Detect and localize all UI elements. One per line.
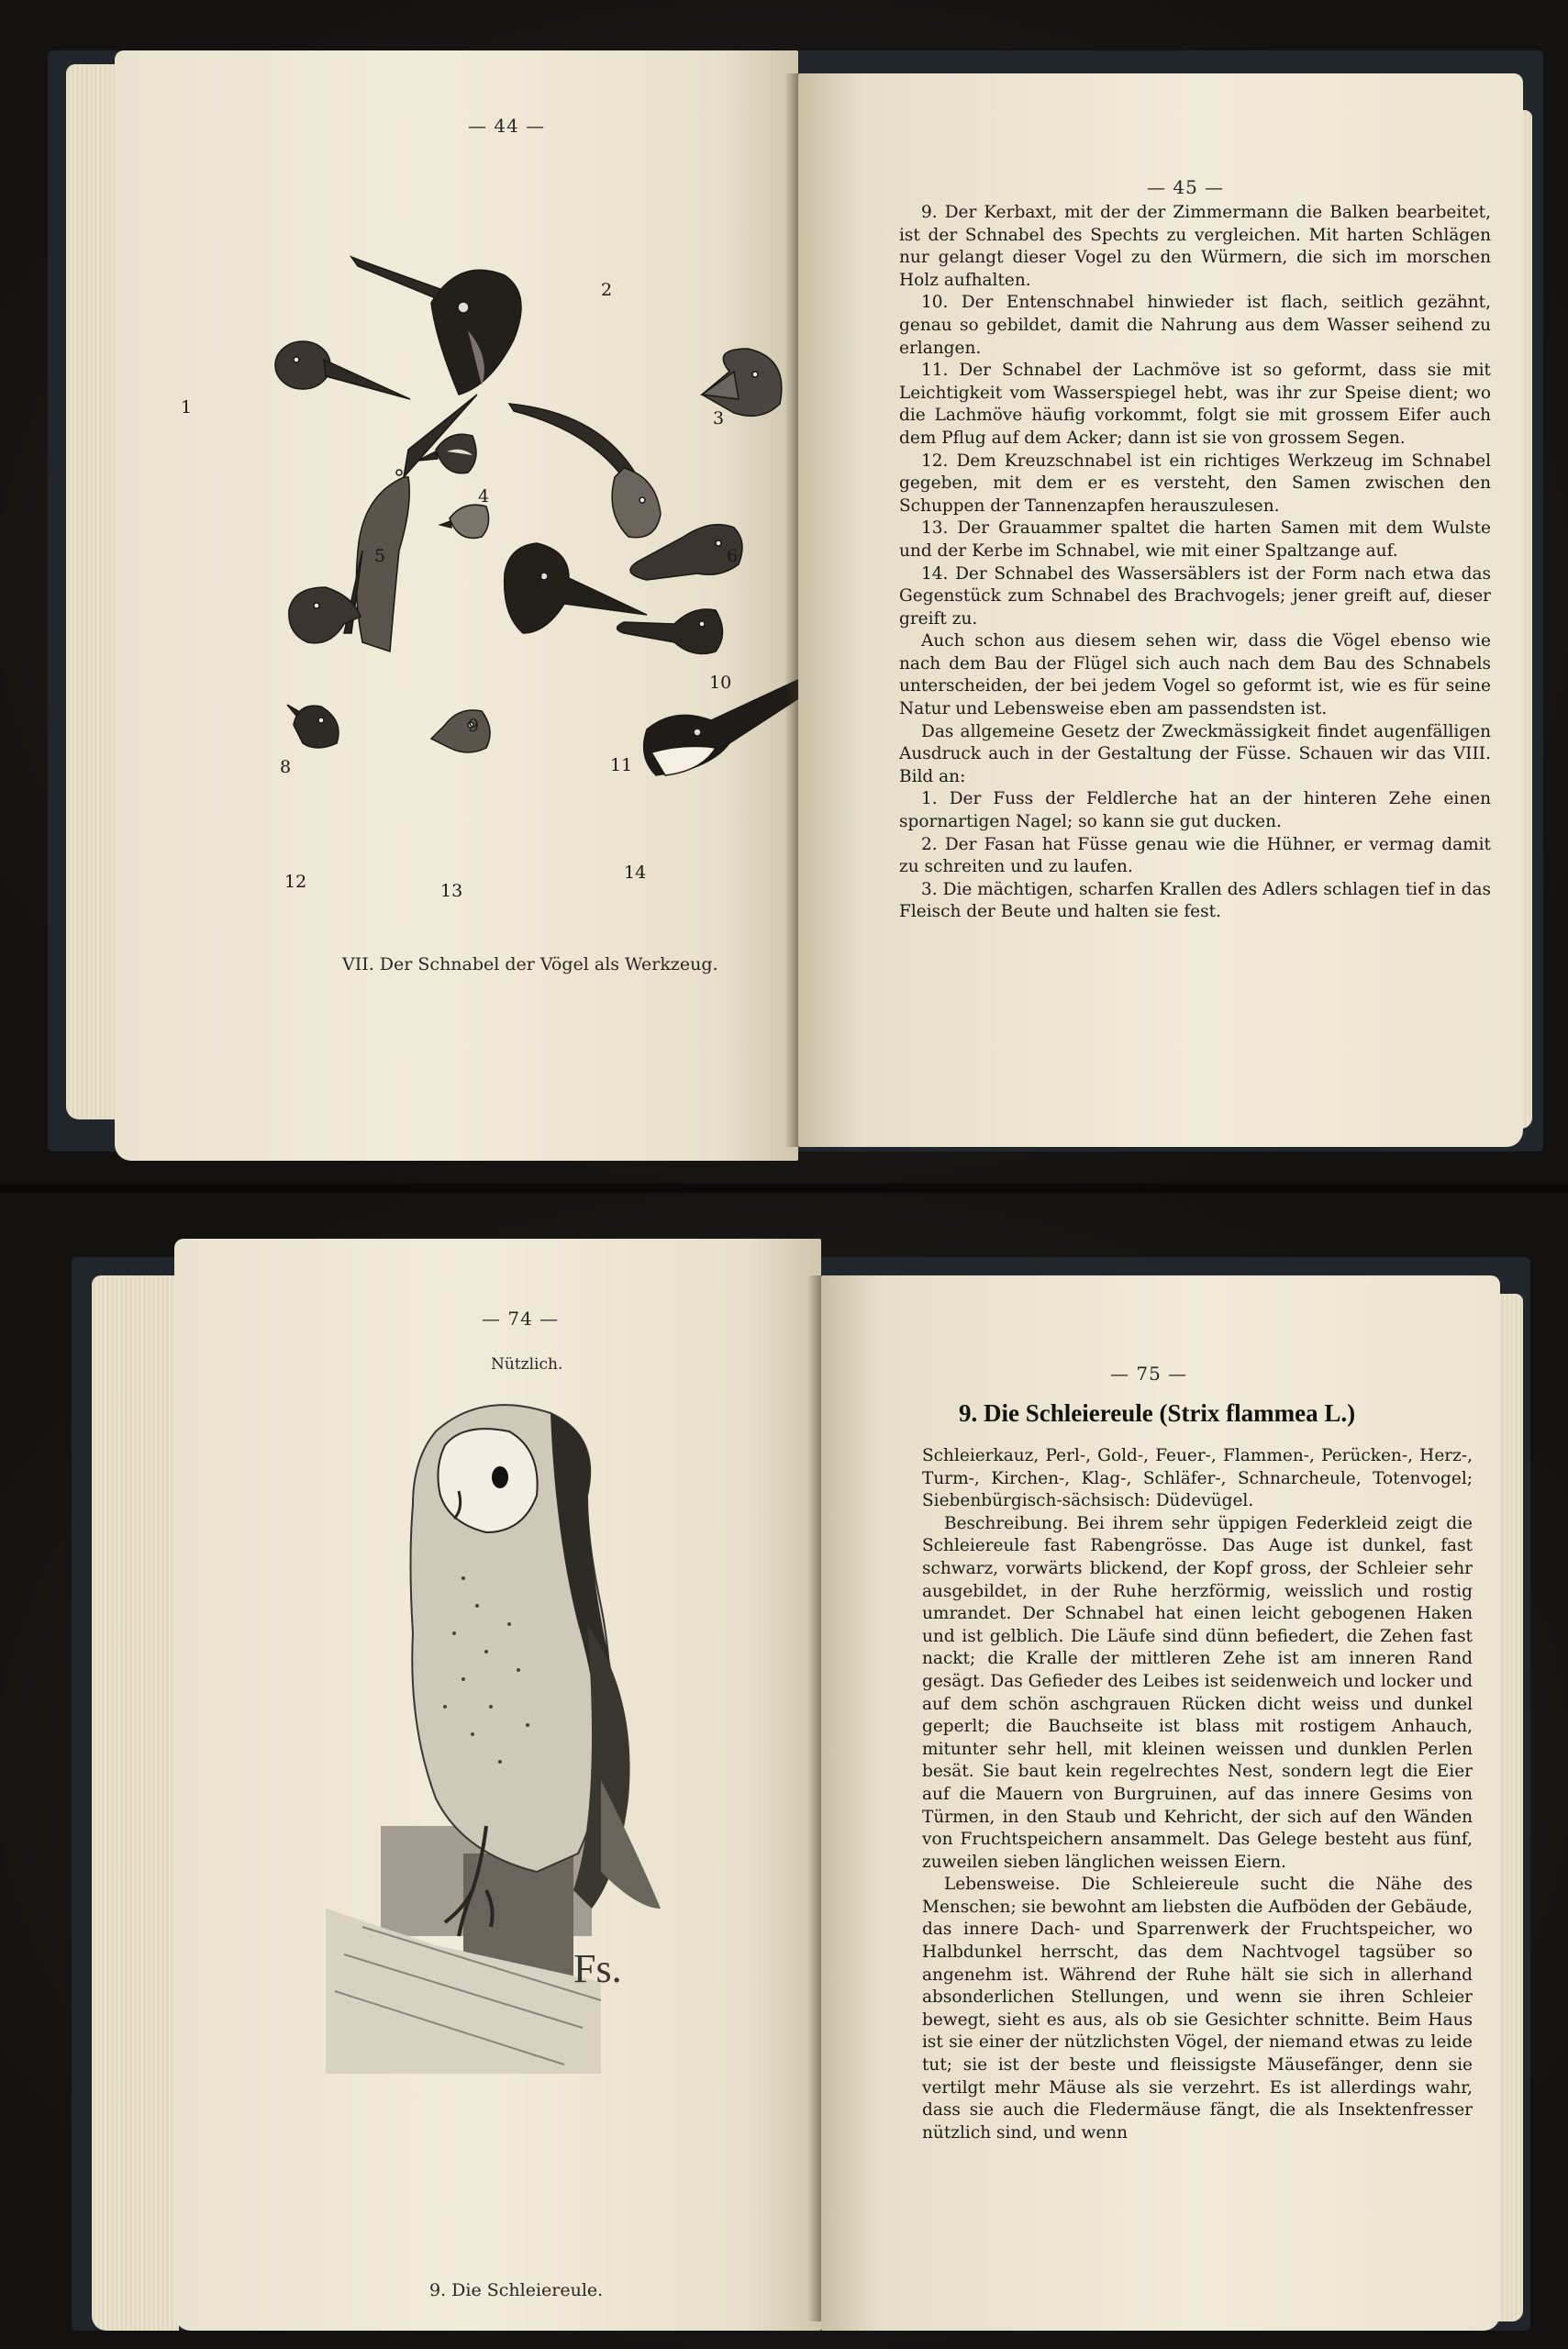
barn-owl-illustration: [326, 1395, 720, 2074]
beak-6-icon: [509, 404, 661, 538]
bottom-photo: [0, 1193, 1568, 2349]
page-stack-left: [66, 64, 121, 1119]
paragraph: 14. Der Schnabel des Wassersäblers ist der Form nach etwa das Gegenstück zum Schnabel des Brachvogels; jener greift auf, dieser greift zu.: [899, 563, 1491, 629]
paragraph: 9. Der Kerbaxt, mit der der Zimmermann die Balken bearbeitet, ist der Schnabel des Spechts zu vergleichen. Mit harten Schlägen nur gelangt dieser Vogel zu den Würmern, die sich im morschen Holz aufhalten.: [899, 203, 1491, 290]
paragraph: 3. Die mächtigen, scharfen Krallen des Adlers schlagen tief in das Fleisch der Beute und halten sie fest.: [899, 879, 1491, 922]
plate-number-6: 6: [727, 546, 739, 566]
paragraph: Lebensweise. Die Schleiereule sucht die Nähe des Menschen; sie bewohnt am liebsten die Aufböden der Gebäude, das innere Dach- und Sparrenwerk der Fruchtspeicher, wo Halbdunkel herrscht, das dem Nachtvogel tagsüber so angenehm ist. Während der Ruhe hält sie sich in allerhand absonderlichen Stellungen, und wenn sie ihren Schleier bewegt, sieht es aus, als ob sie Gesichter schnitte. Beim Haus ist sie einer der nützlichsten Vögel, der niemand etwas zu leide tut; sie ist der beste und fleissigste Mäusefänger, denn sie vertilgt mehr Mäuse als sie verzehrt. Es ist allerdings wahr, dass sie auch die Fledermäuse fängt, die als Insektenfresser nützlich sind, und wenn: [922, 1875, 1473, 2143]
plate-number-7: 7: [532, 572, 544, 592]
page-number: — 44 —: [468, 115, 546, 137]
page-44: [115, 50, 798, 1161]
beak-7-icon: [440, 505, 489, 538]
plate-number-2: 2: [601, 280, 613, 300]
page-45: [798, 73, 1523, 1147]
plate-number-5: 5: [374, 546, 386, 566]
beak-3-icon: [702, 349, 782, 416]
page-75-text: [922, 1445, 1473, 2144]
beak-8-icon: [289, 587, 361, 643]
page-75: [821, 1275, 1500, 2331]
beak-12-icon: [287, 705, 339, 748]
plate-number-14: 14: [624, 863, 647, 883]
paragraph: Beschreibung. Bei ihrem sehr üppigen Federkleid zeigt die Schleiereule fast Rabengrösse. Das Auge ist dunkel, fast schwarz, vorwärts blickend, der Kopf gross, der Schleier sehr ausgebildet, in der Ruhe herzförmig, weisslich und rostig umrandet. Der Schnabel hat einen leicht gebogenen Haken und ist gelblich. Die Läufe sind dünn befiedert, die Zehen fast nackt; die Kralle der mittleren Zehe ist am inneren Rand gesägt. Das Gefieder des Leibes ist seidenweich und locker und auf dem schön aschgrauen Rücken dicht weiss und dunkel geperlt; die Bauchseite ist blass mit rostigem Anhauch, mitunter sehr hell, mit kleinen weissen und dunklen Perlen besät. Sie baut kein regelrechtes Nest, sondern legt die Eier auf die Mauern von Burgruinen, auf das innere Gesims von Türmen, in den Staub und Kehricht, der sich auf den Wänden von Fruchtspeichern ansammelt. Das Gelege besteht aus fünf, zuweilen sieben länglichen weissen Eiern.: [922, 1513, 1473, 1872]
running-head: Nützlich.: [491, 1355, 563, 1374]
photo-divider: [0, 1184, 1568, 1193]
paragraph: 13. Der Grauammer spaltet die harten Samen mit dem Wulste und der Kerbe im Schnabel, wie mit einer Spaltzange auf.: [899, 518, 1491, 561]
artist-signature: Fs.: [573, 1946, 622, 1991]
plate-number-12: 12: [284, 872, 307, 892]
paragraph: Auch schon aus diesem sehen wir, dass die Vögel ebenso wie nach dem Bau der Flügel sich auch nach dem Bau des Schnabels unterscheiden, der bei jedem Vogel so geformt ist, wie es für seine Natur und Lebensweise eben am passendsten ist.: [899, 631, 1491, 719]
plate-caption: VII. Der Schnabel der Vögel als Werkzeug.: [342, 954, 718, 974]
beak-11-icon: [617, 609, 723, 653]
owl-eye-icon: [492, 1466, 508, 1488]
plate-number-8: 8: [280, 757, 292, 777]
page-number: — 74 —: [482, 1308, 560, 1330]
plate-number-1: 1: [181, 397, 193, 417]
chapter-title: 9. Die Schleiereule (Strix flammea L.): [959, 1399, 1356, 1427]
page-number: — 75 —: [1110, 1363, 1188, 1385]
beak-9-icon: [505, 543, 647, 633]
paragraph: Das allgemeine Gesetz der Zweckmässigkeit findet augenfälligen Ausdruck auch in der Gestaltung der Füsse. Schauen wir das VIII. Bild an:: [899, 721, 1491, 786]
page-stack-left: [92, 1275, 179, 2331]
paragraph: 11. Der Schnabel der Lachmöve ist so geformt, dass sie mit Leichtigkeit vom Wasserspiegel hebt, was ihr zur Speise dient; wo die Lachmöve häufig vorkommt, folgt sie mit grossem Eifer auch dem Pflug auf dem Acker; dann ist sie von grossem Segen.: [899, 361, 1491, 448]
paragraph: Schleierkauz, Perl-, Gold-, Feuer-, Flammen-, Perücken-, Herz-, Turm-, Kirchen-, Klag-, Schläfer-, Schnarcheule, Totenvogel; Siebenbürgisch-sächsisch: Düdevügel.: [922, 1446, 1473, 1511]
paragraph: 2. Der Fasan hat Füsse genau wie die Hühner, er vermag damit zu schreiten und zu laufen.: [899, 834, 1491, 877]
beak-1-icon: [275, 341, 410, 399]
page-number: — 45 —: [1147, 176, 1225, 198]
plate-number-10: 10: [709, 673, 732, 693]
plate-number-3: 3: [713, 408, 725, 429]
plate-number-13: 13: [440, 881, 463, 901]
beak-13-icon: [431, 710, 490, 752]
owl-caption: 9. Die Schleiereule.: [429, 2280, 604, 2300]
paragraph: 10. Der Entenschnabel hinwieder ist flach, seitlich gezähnt, genau so gebildet, damit die Nahrung aus dem Wasser seihend zu erlangen.: [899, 293, 1491, 358]
page-74: [174, 1239, 821, 2331]
plate-number-11: 11: [610, 755, 633, 775]
bird-beaks-plate: [252, 202, 798, 936]
paragraph: 1. Der Fuss der Feldlerche hat an der hinteren Zehe einen spornartigen Nagel; so kann sie gut ducken.: [899, 789, 1491, 832]
paragraph: 12. Dem Kreuzschnabel ist ein richtiges Werkzeug im Schnabel gegeben, mit dem er es versteht, den Samen zwischen den Schuppen der Tannenzapfen herauszulesen.: [899, 451, 1491, 516]
page-45-text: [899, 202, 1491, 924]
plate-number-4: 4: [478, 486, 490, 507]
beak-14-icon: [644, 633, 798, 775]
plate-number-9: 9: [468, 716, 480, 736]
beak-2-icon: [351, 257, 521, 395]
